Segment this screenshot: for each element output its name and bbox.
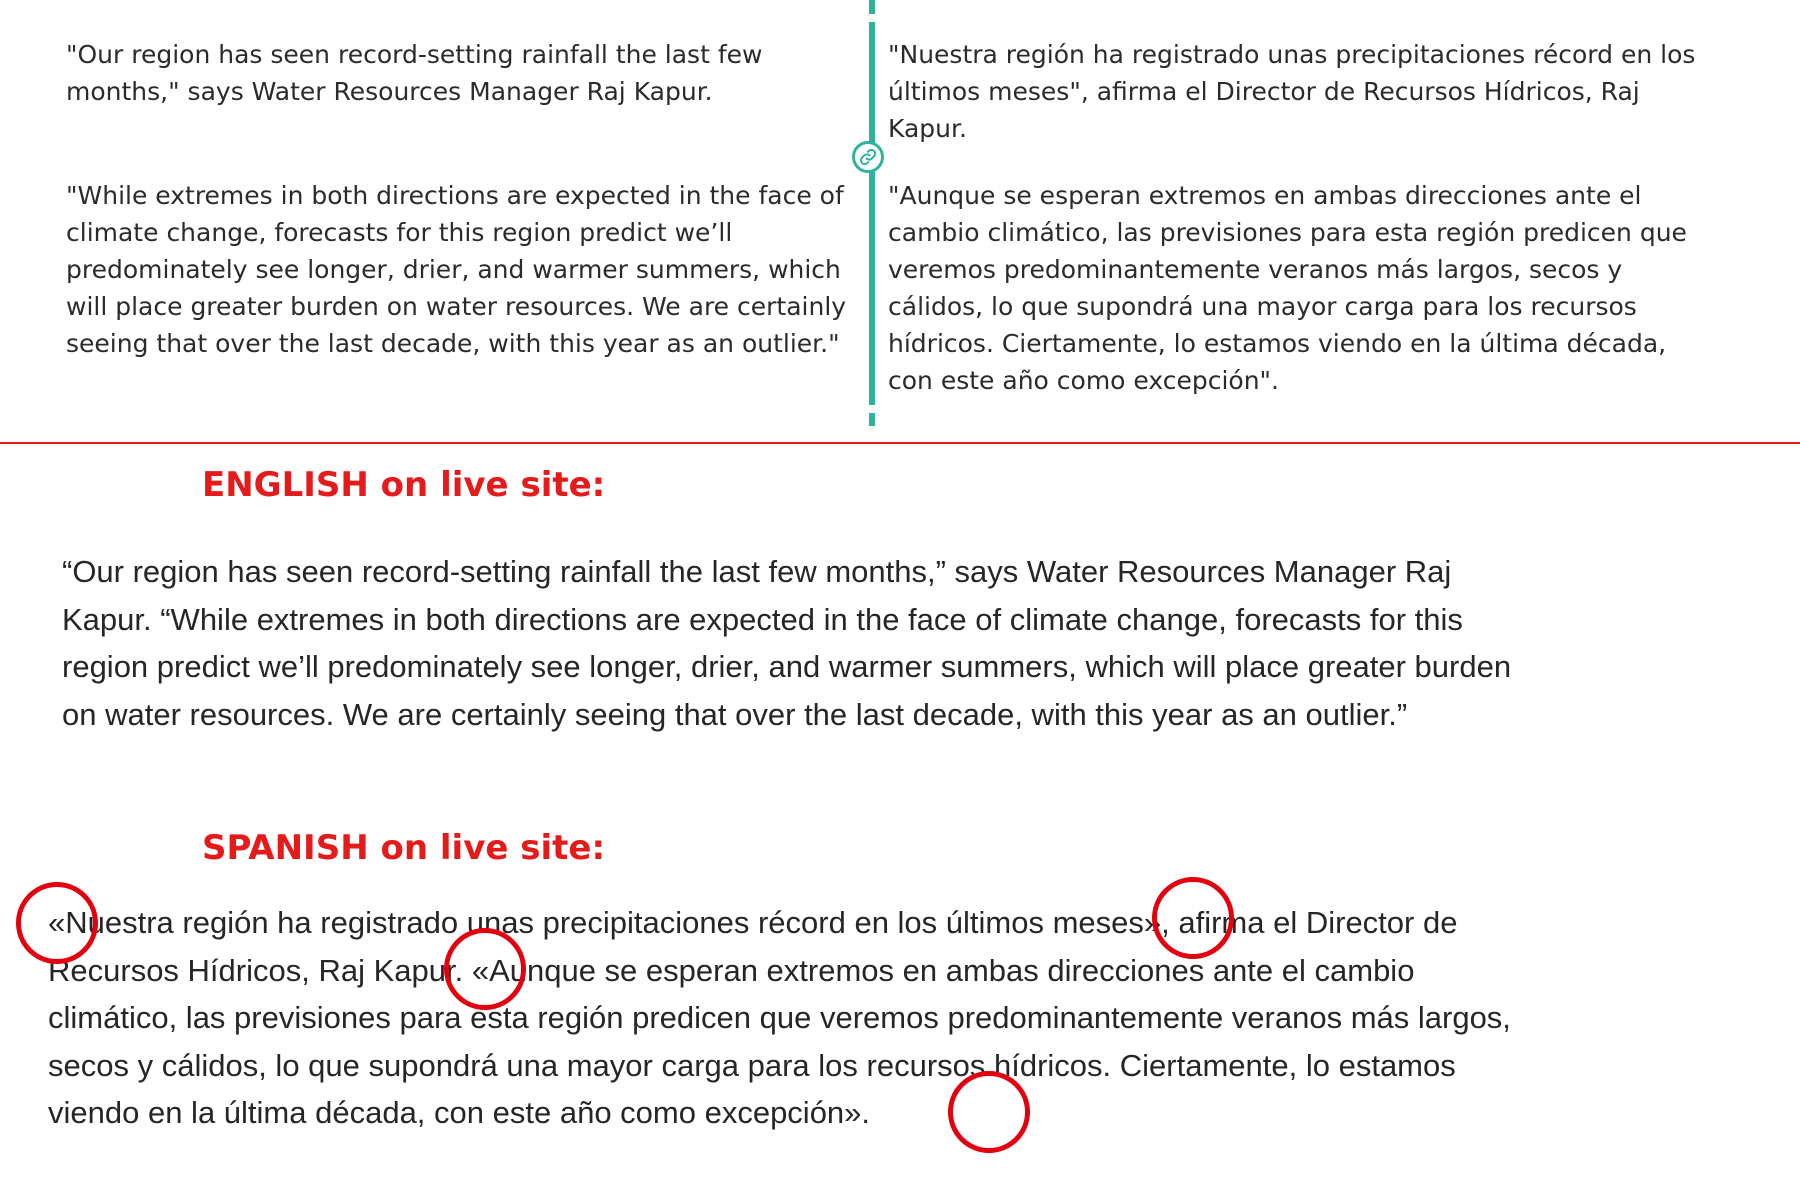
section-separator (0, 442, 1800, 444)
target-segment-2[interactable]: "Aunque se esperan extremos en ambas direcciones ante el cambio climático, las previsiones para esta región predicen que veremos predominantemente veranos más largos, secos y cálidos, lo que supondrá una mayor carga para los recursos hídricos. Ciertamente, lo estamos viendo en la última década, con este año como excepción". (888, 181, 1687, 395)
english-heading: ENGLISH on live site: (202, 465, 606, 505)
segment-divider (869, 0, 875, 426)
link-icon[interactable] (852, 141, 884, 173)
source-segment-1[interactable]: "Our region has seen record-setting rainfall the last few months," says Water Resources Manager Raj Kapur. (66, 40, 763, 106)
divider-gap (866, 405, 878, 413)
divider-gap (866, 14, 878, 22)
source-segment-2[interactable]: "While extremes in both directions are expected in the face of climate change, forecasts for this region predict we’ll predominately see longer, drier, and warmer summers, which will place greater burden on water resources. We are certainly seeing that over the last decade, with this year as an outlier." (66, 181, 847, 358)
spanish-heading: SPANISH on live site: (202, 828, 606, 868)
english-live-text: “Our region has seen record-setting rainfall the last few months,” says Water Resources Manager Raj Kapur. “While extremes in both directions are expected in the face of climate change, forecasts for this region predict we’ll predominately see longer, drier, and warmer summers, which will place greater burden on water resources. We are certainly seeing that over the last decade, with this year as an outlier.” (62, 554, 1512, 732)
target-segment-1[interactable]: "Nuestra región ha registrado unas precipitaciones récord en los últimos meses", afirma el Director de Recursos Hídricos, Raj Kapur. (888, 40, 1696, 143)
translation-editor (0, 0, 1800, 442)
spanish-live-text: «Nuestra región ha registrado unas precipitaciones récord en los últimos meses», afirma el Director de Recursos Hídricos, Raj Kapur. «Aunque se esperan extremos en ambas direcciones ante el cambio climático, las previsiones para esta región predicen que veremos predominantemente veranos más largos, secos y cálidos, lo que supondrá una mayor carga para los recursos hídricos. Ciertamente, lo estamos viendo en la última década, con este año como excepción». (48, 905, 1511, 1130)
